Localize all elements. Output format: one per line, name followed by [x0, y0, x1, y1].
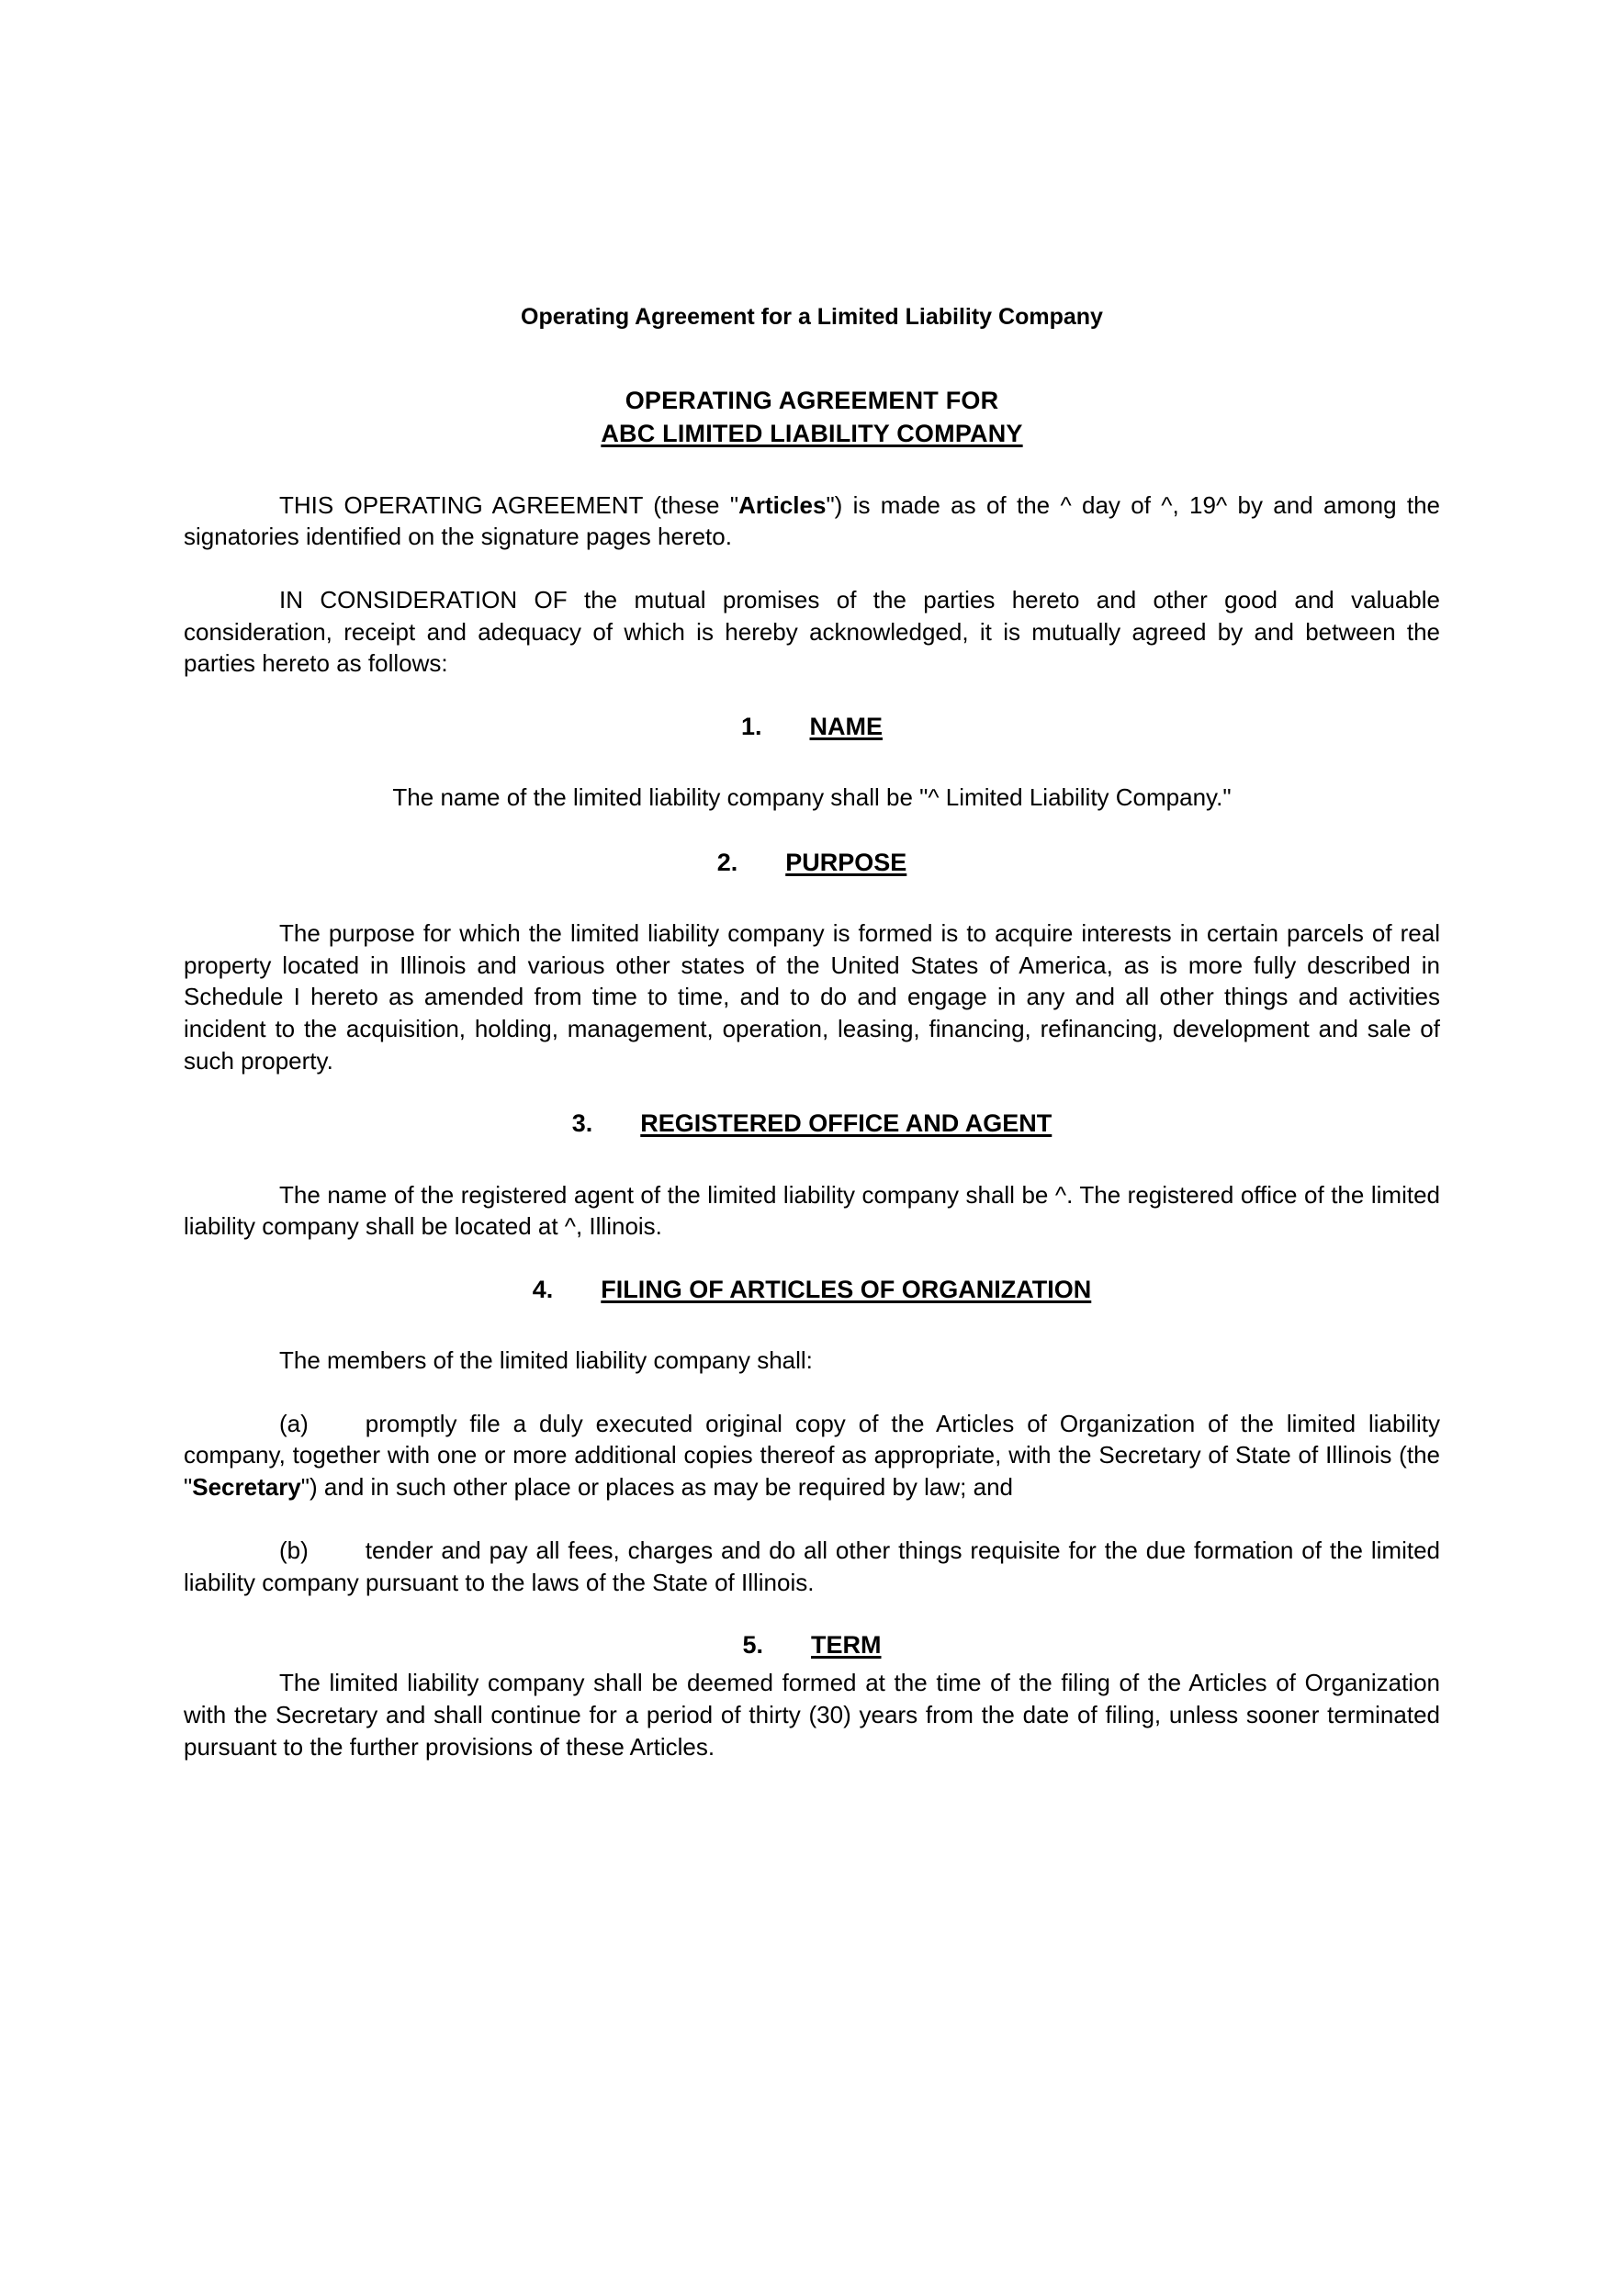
section-2-body: The purpose for which the limited liability company is formed is to acquire interests in certain parcels of real property located in Illinois and various other states of the United States of America, as is more fully described in Schedule I hereto as amended from time to time, and to do and engage in any and all other things and activities incident to the acquisition, holding, management, operation, leasing, financing, refinancing, development and sale of such property. [184, 918, 1440, 1075]
item-a-text-after: ") and in such other place or places as may be required by law; and [300, 1473, 1013, 1502]
section-caption-1: NAME [809, 713, 884, 741]
section-number-2: 2. [716, 848, 738, 876]
item-label-a: (a) [279, 1409, 309, 1437]
item-label-b: (b) [279, 1536, 309, 1564]
section-number-1: 1. [740, 713, 762, 741]
section-heading-3 [184, 1108, 1440, 1140]
section-caption-2: PURPOSE [785, 848, 907, 876]
consideration-paragraph: IN CONSIDERATION OF the mutual promises of the parties hereto and other good and valuable consideration, receipt and adequacy of which is hereby acknowledged, it is mutually agreed by and between the parties hereto as follows: [184, 585, 1440, 678]
section-3-body: The name of the registered agent of the limited liability company shall be ^. The registered office of the limited liability company shall be located at ^, Illinois. [184, 1180, 1440, 1241]
document-header-title: Operating Agreement for a Limited Liability Company [521, 304, 1103, 330]
agreement-title-line-2 [184, 418, 1440, 451]
section-number-5: 5. [742, 1631, 764, 1660]
defined-term-secretary: Secretary [192, 1473, 301, 1502]
preamble-rest: ") is made as of the ^ day of ^, 19^ by and among the signatories identified on the signature pages hereto. [184, 490, 1441, 551]
section-4-item-a [184, 1408, 1440, 1503]
preamble-paragraph [184, 490, 1440, 553]
document-body [184, 303, 1440, 1762]
section-number-3: 3. [571, 1109, 593, 1138]
preamble-lead: THIS OPERATING AGREEMENT (these " [279, 490, 739, 519]
section-heading-2 [184, 847, 1440, 879]
section-4-item-b [184, 1535, 1440, 1598]
item-a-text-before: promptly file a duly executed original copy of the Articles of Organization of the limited liability company, together with one or more additional copies thereof as appropriate, with the Secretary of State of Illinois (the " [184, 1409, 1440, 1502]
defined-term-articles: Articles [738, 490, 827, 519]
agreement-title-line-1: OPERATING AGREEMENT FOR [625, 387, 999, 415]
agreement-title-underlined: ABC LIMITED LIABILITY COMPANY [601, 419, 1023, 447]
section-caption-3: REGISTERED OFFICE AND AGENT [640, 1109, 1053, 1138]
section-heading-1 [184, 711, 1440, 743]
section-number-4: 4. [532, 1275, 554, 1303]
section-4-lead-in: The members of the limited liability company shall: [279, 1346, 813, 1375]
section-caption-5: TERM [811, 1631, 882, 1660]
section-1-body: The name of the limited liability company shall be "^ Limited Liability Company." [392, 783, 1232, 812]
item-b-text: tender and pay all fees, charges and do all other things requisite for the due formation of the limited liability company pursuant to the laws of the State of Illinois. [184, 1536, 1440, 1596]
section-5-body: The limited liability company shall be deemed formed at the time of the filing of the Articles of Organization with the Secretary and shall continue for a period of thirty (30) years from the date of filing, unless sooner terminated pursuant to the further provisions of these Articles. [184, 1669, 1440, 1761]
section-heading-4 [184, 1274, 1440, 1306]
section-caption-4: FILING OF ARTICLES OF ORGANIZATION [601, 1275, 1092, 1303]
section-heading-5 [184, 1629, 1440, 1661]
